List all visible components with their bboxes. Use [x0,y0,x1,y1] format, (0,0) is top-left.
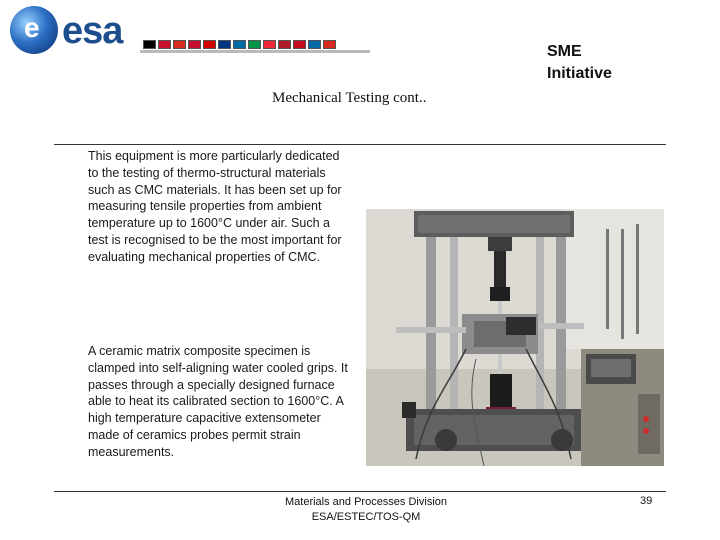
page-number: 39 [640,495,653,507]
slide-title: Mechanical Testing cont.. [272,90,427,106]
top-divider [54,144,666,145]
flag-icon [293,40,306,49]
testing-machine-photo [366,209,664,466]
flag-icon [203,40,216,49]
flag-icon [233,40,246,49]
flag-icon [278,40,291,49]
footer-division [246,495,486,525]
sme-initiative-label [547,41,612,85]
sme-label-line1: SME [547,43,582,60]
flag-icon [173,40,186,49]
flag-icon [158,40,171,49]
bottom-divider [54,491,666,492]
logo-text: esa [62,10,123,52]
flag-icon [323,40,336,49]
flag-icon [143,40,156,49]
flag-icon [248,40,261,49]
flag-icon [218,40,231,49]
footer-line2: ESA/ESTEC/TOS-QM [311,511,421,523]
flags-underline [140,50,370,53]
flag-icon [263,40,276,49]
sme-label-line2: Initiative [547,65,612,82]
logo-globe-letter: e [24,12,40,43]
flag-icon [308,40,321,49]
footer-line1: Materials and Processes Division [284,496,447,508]
member-flags [143,40,338,49]
description-paragraph-specimen: A ceramic matrix composite specimen is clamped into self-aligning water cooled grips. It passes through a specially designed furnace able to heat its calibrated section to 1600°C. A high temperature capacitive extensometer made of ceramics probes permit strain measurements. [88,344,348,459]
flag-icon [188,40,201,49]
description-paragraph-equipment: This equipment is more particularly dedicated to the testing of thermo-structural materials such as CMC materials. It has been set up for measuring tensile properties from ambient temperature up to 1600°C under air. Such a test is recognised to be the most important for evaluating mechanical properties of CMC. [88,149,342,264]
